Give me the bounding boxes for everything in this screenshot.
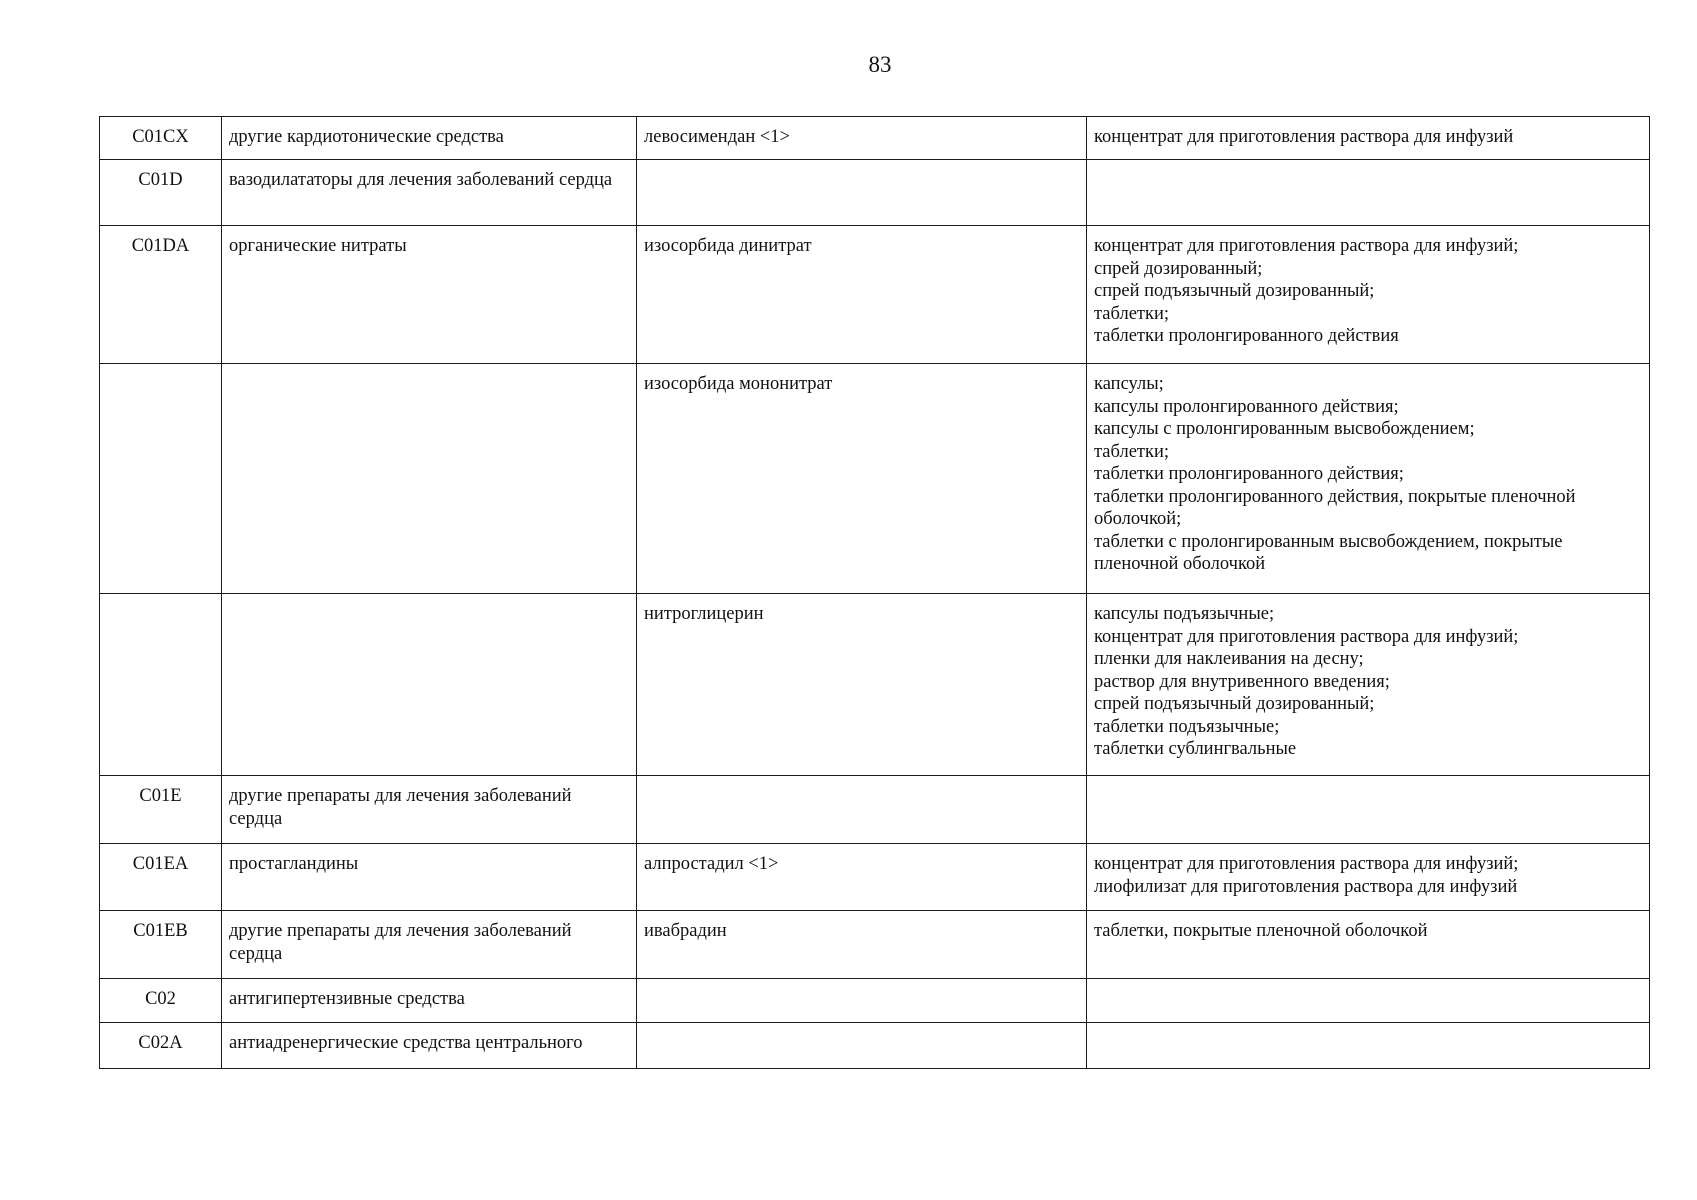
atc-code-cell — [100, 594, 222, 776]
atc-code-cell: C02A — [100, 1023, 222, 1069]
atc-code-cell: C01CX — [100, 117, 222, 160]
dosage-forms-cell — [1087, 844, 1650, 911]
dosage-form: спрей подъязычный дозированный; — [1094, 281, 1375, 301]
page-number: 83 — [868, 52, 892, 77]
drug-name-cell: нитроглицерин — [637, 594, 1087, 776]
dosage-form: таблетки, покрытые пленочной оболочкой — [1094, 921, 1428, 941]
dosage-form: таблетки; — [1094, 441, 1170, 462]
dosage-form: спрей дозированный; — [1094, 258, 1263, 279]
atc-code-cell: C01EB — [100, 911, 222, 979]
dosage-forms-cell — [1087, 911, 1650, 979]
dosage-form: раствор для внутривенного введения; — [1094, 671, 1390, 692]
drug-name-cell: изосорбида мононитрат — [637, 364, 1087, 594]
drug-name-cell: ивабрадин — [637, 911, 1087, 979]
atc-group-text: другие препараты для лечения заболеваний сердца — [229, 786, 572, 829]
atc-code-cell — [100, 364, 222, 594]
table-row — [100, 1023, 1650, 1069]
dosage-form: концентрат для приготовления раствора для инфузий; — [1094, 236, 1519, 256]
atc-group-cell — [222, 911, 637, 979]
table-row — [100, 776, 1650, 844]
dosage-forms-cell — [1087, 979, 1650, 1023]
dosage-forms-cell — [1087, 776, 1650, 844]
atc-code-cell: C01D — [100, 160, 222, 226]
dosage-form: концентрат для приготовления раствора для инфузий; — [1094, 626, 1519, 647]
atc-group-text: другие препараты для лечения заболеваний сердца — [229, 921, 572, 964]
medicines-table — [99, 116, 1650, 1069]
atc-group-cell: другие кардиотонические средства — [222, 117, 637, 160]
table-row — [100, 911, 1650, 979]
drug-name-cell — [637, 776, 1087, 844]
table-row — [100, 979, 1650, 1023]
dosage-form: таблетки подъязычные; — [1094, 716, 1280, 737]
drug-name-cell — [637, 979, 1087, 1023]
atc-code-cell: C01DA — [100, 226, 222, 364]
atc-group-cell — [222, 364, 637, 594]
dosage-form: таблетки пролонгированного действия; — [1094, 464, 1404, 484]
dosage-form: таблетки сублингвальные — [1094, 739, 1297, 759]
table-row — [100, 364, 1650, 594]
drug-name-cell — [637, 160, 1087, 226]
drug-name-cell: алпростадил <1> — [637, 844, 1087, 911]
atc-group-cell: простагландины — [222, 844, 637, 911]
dosage-forms-cell — [1087, 226, 1650, 364]
atc-group-cell — [222, 776, 637, 844]
atc-code-cell: C02 — [100, 979, 222, 1023]
table-row — [100, 226, 1650, 364]
drug-name-cell: левосимендан <1> — [637, 117, 1087, 160]
dosage-form: таблетки пролонгированного действия — [1094, 326, 1399, 346]
atc-group-text: вазодилататоры для лечения заболеваний сердца — [229, 170, 613, 190]
table-row — [100, 594, 1650, 776]
dosage-forms-cell — [1087, 364, 1650, 594]
dosage-forms-cell — [1087, 1023, 1650, 1069]
dosage-form: капсулы; — [1094, 374, 1164, 394]
dosage-form: пленки для наклеивания на десну; — [1094, 649, 1364, 669]
dosage-form: таблетки пролонгированного действия, покрытые пленочной оболочкой; — [1094, 486, 1576, 529]
atc-code-cell: C01EA — [100, 844, 222, 911]
dosage-forms-cell — [1087, 594, 1650, 776]
dosage-form: капсулы пролонгированного действия; — [1094, 396, 1399, 417]
drug-name-cell — [637, 1023, 1087, 1069]
table-row — [100, 844, 1650, 911]
dosage-form: таблетки; — [1094, 303, 1170, 324]
dosage-form: капсулы подъязычные; — [1094, 604, 1275, 624]
drug-name-cell: изосорбида динитрат — [637, 226, 1087, 364]
dosage-forms-cell — [1087, 117, 1650, 160]
dosage-form: капсулы с пролонгированным высвобождением; — [1094, 419, 1475, 439]
atc-group-cell: антигипертензивные средства — [222, 979, 637, 1023]
atc-group-cell: антиадренергические средства центрального — [222, 1023, 637, 1069]
dosage-form: таблетки с пролонгированным высвобождением, покрытые пленочной оболочкой — [1094, 531, 1563, 574]
dosage-forms-cell — [1087, 160, 1650, 226]
atc-code-cell: C01E — [100, 776, 222, 844]
table-row — [100, 160, 1650, 226]
dosage-form: лиофилизат для приготовления раствора для инфузий — [1094, 876, 1518, 897]
dosage-form: концентрат для приготовления раствора для инфузий — [1094, 127, 1514, 147]
atc-group-cell — [222, 594, 637, 776]
atc-group-cell — [222, 160, 637, 226]
dosage-form: спрей подъязычный дозированный; — [1094, 694, 1375, 714]
dosage-form: концентрат для приготовления раствора для инфузий; — [1094, 854, 1519, 874]
table-row — [100, 117, 1650, 160]
atc-group-cell: органические нитраты — [222, 226, 637, 364]
